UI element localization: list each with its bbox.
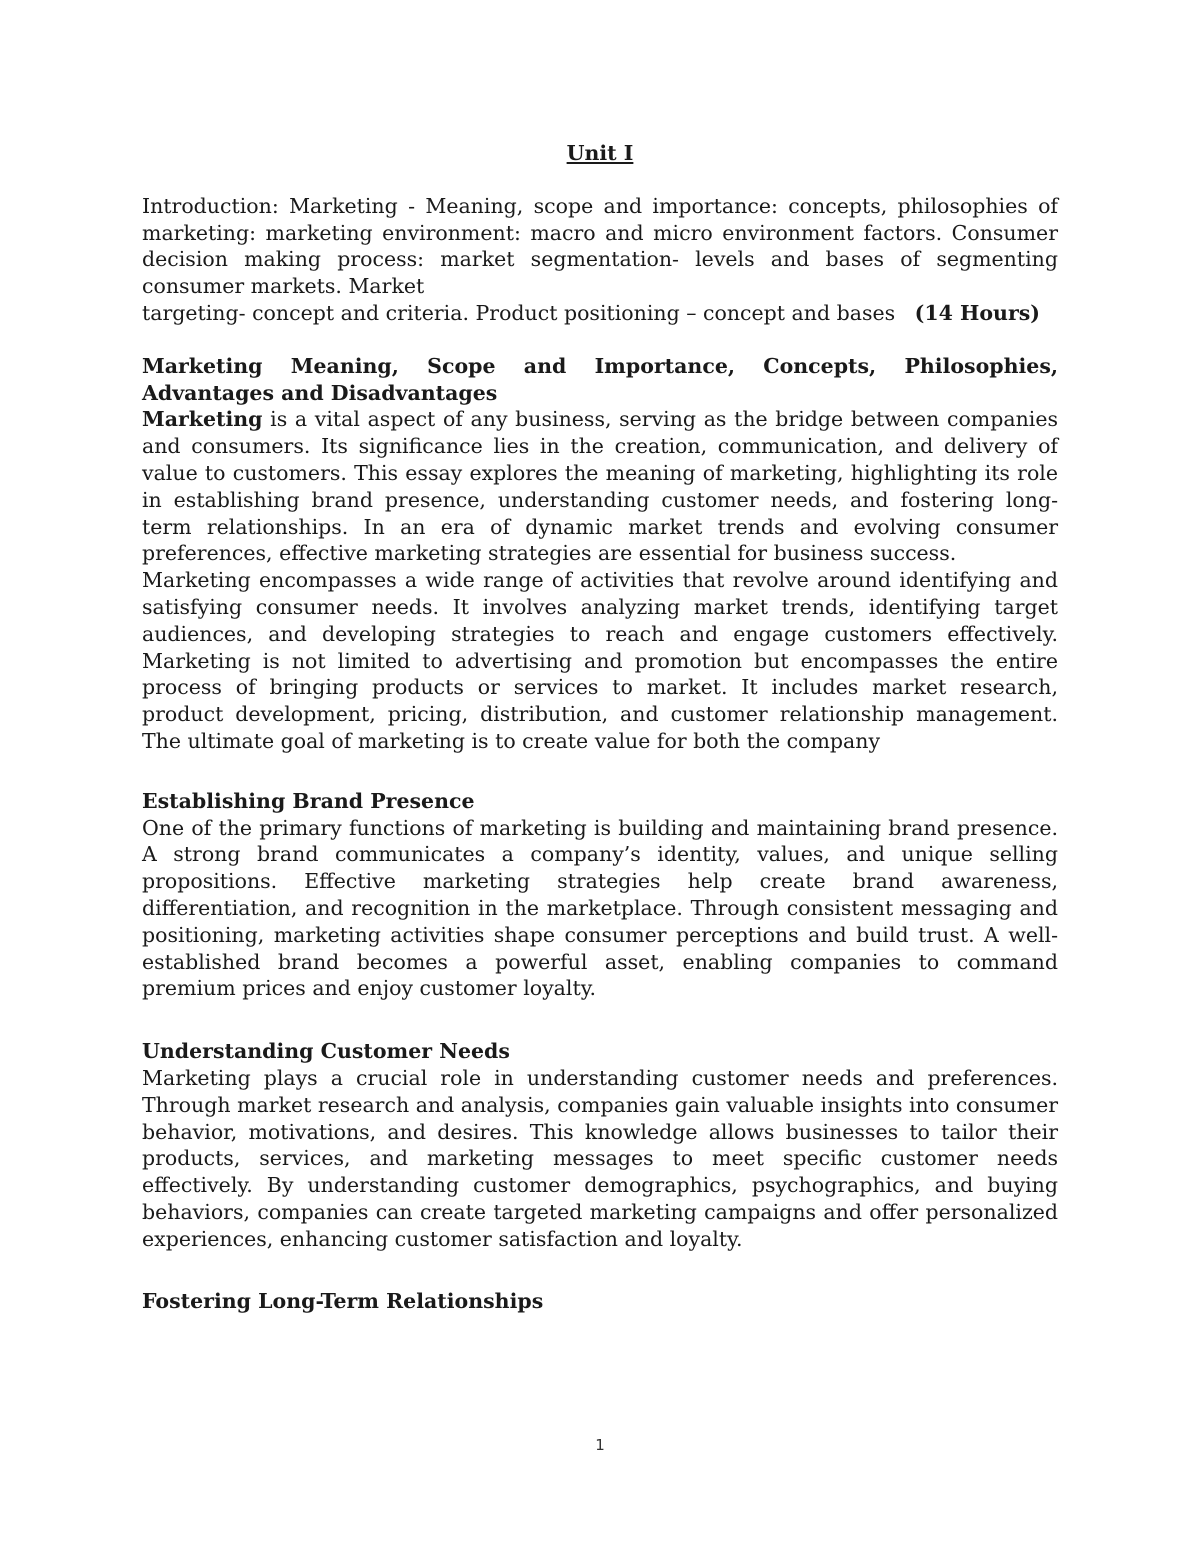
intro-last-line: targeting- concept and criteria. Product positioning – concept and bases (142, 300, 896, 325)
marketing-paragraph-1-text: is a vital aspect of any business, serving as the bridge between companies and consumers. Its significance lies in the creation, communication, and delivery of value to customers. This essay explores the meaning of marketing, highlighting its role in establishing brand presence, understanding customer needs, and fostering long-term relationships. In an era of dynamic market trends and evolving consumer preferences, effective marketing strategies are essential for business success. (142, 407, 1058, 566)
marketing-paragraph-2: Marketing encompasses a wide range of activities that revolve around identifying and satisfying consumer needs. It involves analyzing market trends, identifying target audiences, and developing strategies to reach and engage customers effectively. Marketing is not limited to advertising and promotion but encompasses the entire process of bringing products or services to market. It includes market research, product development, pricing, distribution, and customer relationship management. The ultimate goal of marketing is to create value for both the company (142, 568, 1058, 753)
needs-heading: Understanding Customer Needs (142, 1039, 510, 1064)
page-number: 1 (595, 1436, 605, 1454)
marketing-lead-word: Marketing (142, 407, 263, 432)
intro-last-line-row (142, 300, 1058, 327)
marketing-paragraph-1 (142, 406, 1058, 567)
main-heading: Marketing Meaning, Scope and Importance, Concepts, Philosophies, Advantages and Disadvantages (142, 353, 1058, 405)
fostering-heading: Fostering Long-Term Relationships (142, 1289, 544, 1314)
intro-paragraph (142, 193, 1058, 327)
document-page (142, 140, 1058, 1315)
unit-title: Unit I (566, 141, 634, 165)
brand-paragraph: One of the primary functions of marketing is building and maintaining brand presence. A strong brand communicates a company’s identity, values, and unique selling propositions. Effective marketing strategies help create brand awareness, differentiation, and recognition in the marketplace. Through consistent messaging and positioning, marketing activities shape consumer perceptions and build trust. A well-established brand becomes a powerful asset, enabling companies to command premium prices and enjoy customer loyalty. (142, 815, 1058, 1001)
intro-hours: (14 Hours) (914, 300, 1040, 325)
brand-heading: Establishing Brand Presence (142, 788, 475, 813)
intro-text: Introduction: Marketing - Meaning, scope and importance: concepts, philosophies of marketing: marketing environment: macro and micro environment factors. Consumer decision making process: market segmentation- levels and bases of segmenting consumer markets. Market (142, 193, 1058, 299)
needs-paragraph: Marketing plays a crucial role in understanding customer needs and preferences. Through market research and analysis, companies gain valuable insights into consumer behavior, motivations, and desires. This knowledge allows businesses to tailor their products, services, and marketing messages to meet specific customer needs effectively. By understanding customer demographics, psychographics, and buying behaviors, companies can create targeted marketing campaigns and offer personalized experiences, enhancing customer satisfaction and loyalty. (142, 1065, 1058, 1251)
